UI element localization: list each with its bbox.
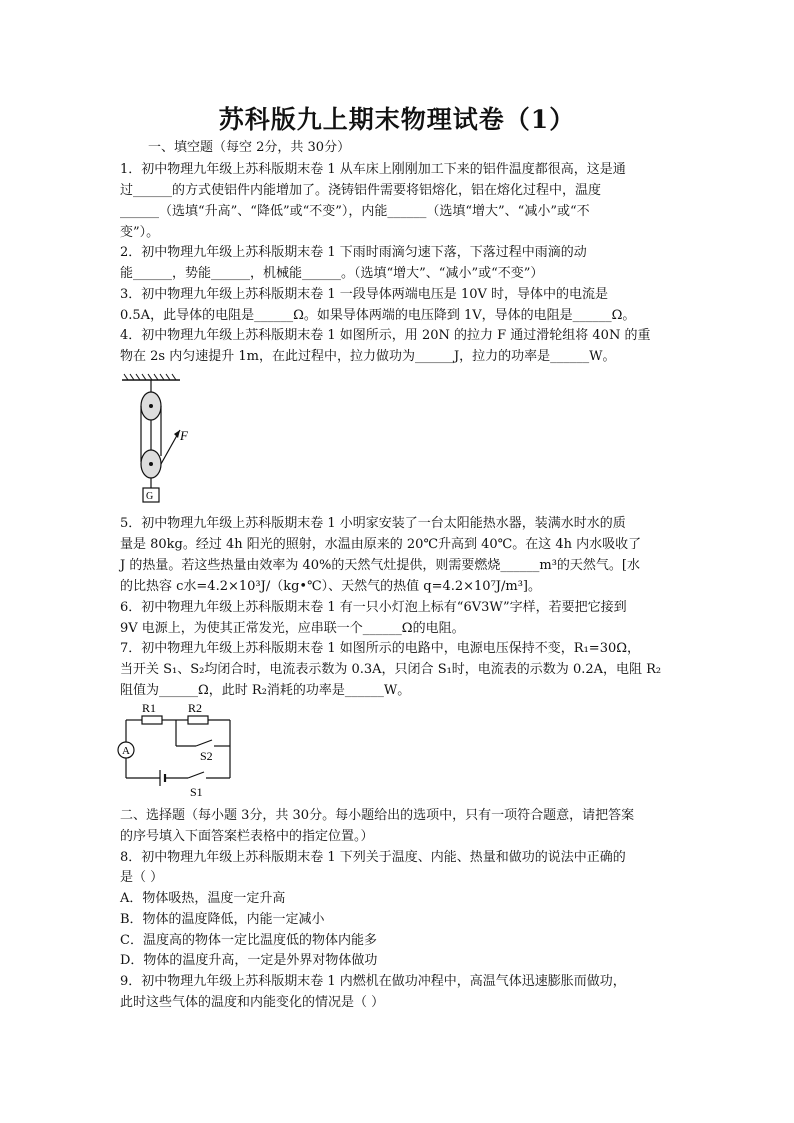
resistor-r2 [188, 716, 208, 724]
force-label: F [180, 428, 188, 443]
circuit-diagram-figure [116, 700, 246, 800]
question-7-line-2: 当开关 S₁、S₂均闭合时，电流表示数为 0.3A，只闭合 S₁时，电流表的示数为 0.2A，电阻 R₂ [120, 662, 662, 677]
r2-label: R2 [188, 701, 203, 715]
question-3-line-1: 3．初中物理九年级上苏科版期末卷 1 一段导体两端电压是 10V 时，导体中的电流是 [120, 287, 609, 302]
question-3-line-2: 0.5A，此导体的电阻是______Ω。如果导体两端的电压降到 1V，导体的电阻是______Ω。 [120, 308, 636, 323]
question-5-line-1: 5．初中物理九年级上苏科版期末卷 1 小明家安装了一台太阳能热水器，装满水时水的质 [120, 516, 626, 531]
question-5-line-2: 量是 80kg。经过 4h 阳光的照射，水温由原来的 20℃升高到 40℃。在这 4h 内水吸收了 [120, 537, 642, 552]
question-2-line-2: 能______，势能______，机械能______。（选填“增大”、“减小”或“不变”） [120, 266, 544, 281]
weight-label: G [146, 491, 154, 502]
question-6-line-1: 6．初中物理九年级上苏科版期末卷 1 有一只小灯泡上标有“6V3W”字样，若要把它接到 [120, 600, 627, 615]
section-2-heading-line-1: 二、选择题（每小题 3分，共 30分。每小题给出的选项中，只有一项符合题意，请把答案 [120, 808, 635, 823]
question-1-line-4: 变”）。 [120, 225, 160, 240]
switch-s2 [196, 740, 212, 746]
s2-label: S2 [200, 749, 213, 763]
ammeter-label: A [122, 745, 130, 757]
question-1-line-1: 1．初中物理九年级上苏科版期末卷 1 从车床上刚刚加工下来的铝件温度都很高，这是通 [120, 162, 626, 177]
question-8-option-c: C．温度高的物体一定比温度低的物体内能多 [120, 933, 377, 948]
pulley-system-figure [118, 372, 198, 507]
question-8-option-d: D．物体的温度升高，一定是外界对物体做功 [120, 953, 378, 968]
question-9-line-2: 此时这些气体的温度和内能变化的情况是（ ） [120, 995, 385, 1010]
question-4-line-1: 4．初中物理九年级上苏科版期末卷 1 如图所示，用 20N 的拉力 F 通过滑轮组将 40N 的重 [120, 328, 651, 343]
question-8-option-a: A．物体吸热，温度一定升高 [120, 891, 286, 906]
question-8-line-1: 8．初中物理九年级上苏科版期末卷 1 下列关于温度、内能、热量和做功的说法中正确的 [120, 850, 626, 865]
question-1-line-3: ______（选填“升高”、“降低”或“不变”），内能______（选填“增大”、“减小”或“不 [120, 204, 590, 219]
question-5-line-3: J 的热量。若这些热量由效率为 40%的天然气灶提供，则需要燃烧______m³的天然气。[水 [120, 558, 640, 573]
question-6-line-2: 9V 电源上，为使其正常发光，应串联一个______Ω的电阻。 [120, 621, 465, 636]
question-4-line-2: 物在 2s 内匀速提升 1m，在此过程中，拉力做功为______J，拉力的功率是______W。 [120, 349, 616, 364]
question-8-line-2: 是（ ） [120, 870, 164, 885]
question-1-line-2: 过______的方式使铝件内能增加了。浇铸铝件需要将铝熔化，铝在熔化过程中，温度 [120, 183, 602, 198]
ceiling-hatching [122, 374, 180, 380]
resistor-r1 [142, 716, 162, 724]
question-8-option-b: B．物体的温度降低，内能一定减小 [120, 912, 325, 927]
question-5-line-4: 的比热容 c水=4.2×10³J/（kg•℃）、天然气的热值 q=4.2×10⁷J/m³]。 [120, 579, 541, 594]
question-9-line-1: 9．初中物理九年级上苏科版期末卷 1 内燃机在做功冲程中，高温气体迅速膨胀而做功， [120, 974, 626, 989]
page-title: 苏科版九上期末物理试卷（1） [218, 105, 576, 134]
section-1-heading: 一、填空题（每空 2分，共 30分） [148, 140, 351, 155]
s1-label: S1 [190, 785, 203, 799]
section-2-heading-line-2: 的序号填入下面答案栏表格中的指定位置。） [120, 829, 374, 844]
switch-s1 [188, 772, 204, 778]
question-7-line-3: 阻值为______Ω，此时 R₂消耗的功率是______W。 [120, 683, 411, 698]
question-2-line-1: 2．初中物理九年级上苏科版期末卷 1 下雨时雨滴匀速下落，下落过程中雨滴的动 [120, 245, 587, 260]
question-7-line-1: 7．初中物理九年级上苏科版期末卷 1 如图所示的电路中，电源电压保持不变，R₁=30Ω， [120, 641, 641, 656]
r1-label: R1 [142, 701, 157, 715]
